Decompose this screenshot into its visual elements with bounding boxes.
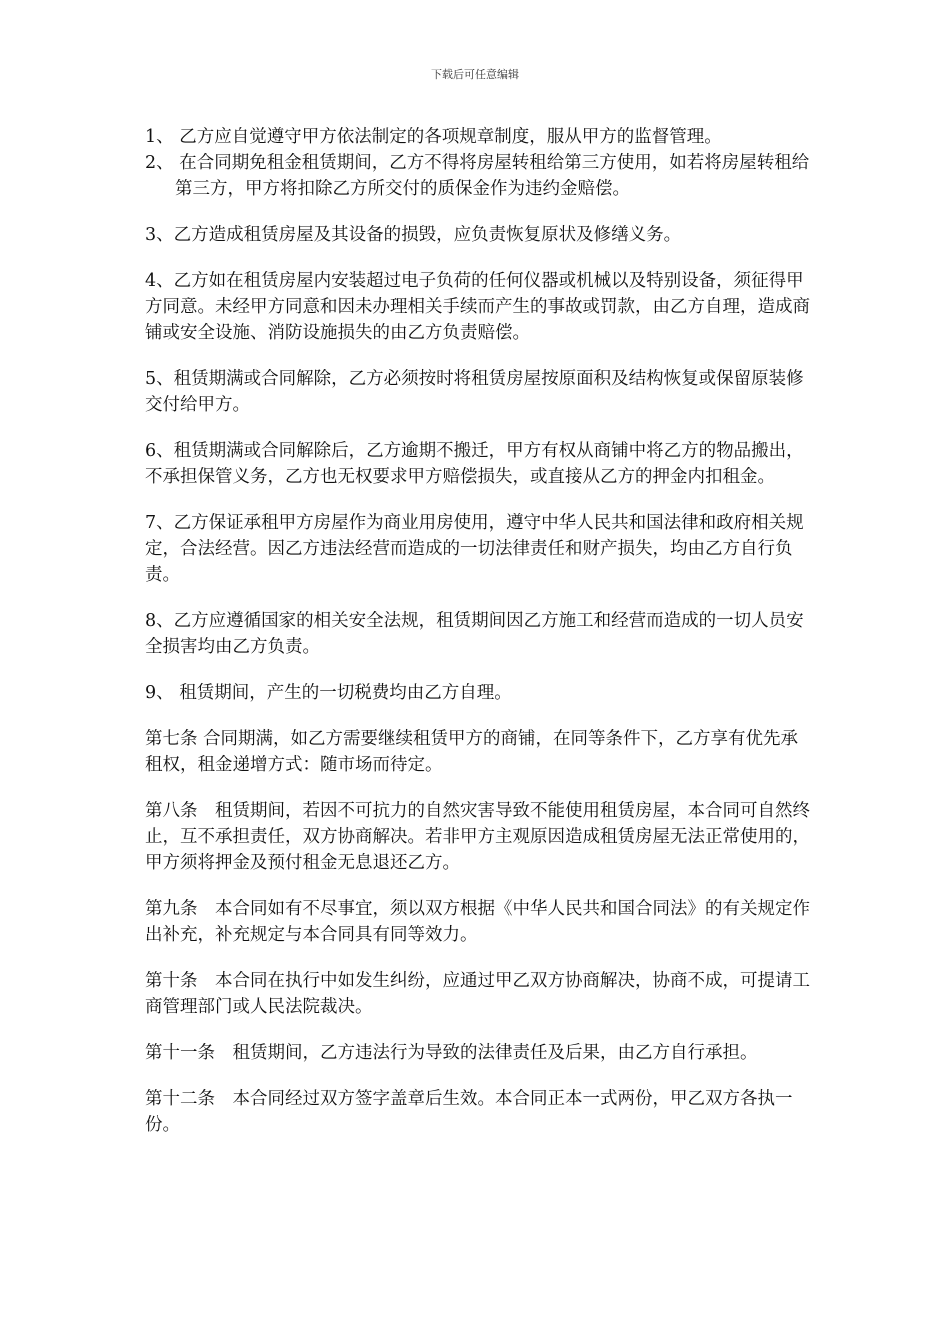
document-body (145, 124, 810, 1158)
clause-9: 9、 租赁期间，产生的一切税费均由乙方自理。 (145, 683, 512, 703)
article-11: 第十一条 租赁期间，乙方违法行为导致的法律责任及后果，由乙方自行承担。 (145, 1043, 758, 1063)
clause-8: 8、乙方应遵循国家的相关安全法规，租赁期间因乙方施工和经营而造成的一切人员安全损害均由乙方负责。 (145, 611, 804, 657)
clause-4: 4、乙方如在租赁房屋内安装超过电子负荷的任何仪器或机械以及特别设备，须征得甲方同意。未经甲方同意和因未办理相关手续而产生的事故或罚款，由乙方自理，造成商铺或安全设施、消防设施损失的由乙方负责赔偿。 (145, 271, 810, 343)
page-header: 下载后可任意编辑 (431, 68, 519, 81)
clause-6: 6、租赁期满或合同解除后，乙方逾期不搬迁，甲方有权从商铺中将乙方的物品搬出，不承担保管义务，乙方也无权要求甲方赔偿损失，或直接从乙方的押金内扣租金。 (145, 441, 804, 487)
clause-2: 2、 在合同期免租金租赁期间，乙方不得将房屋转租给第三方使用，如若将房屋转租给第三方，甲方将扣除乙方所交付的质保金作为违约金赔偿。 (145, 153, 810, 199)
article-8: 第八条 租赁期间，若因不可抗力的自然灾害导致不能使用租赁房屋，本合同可自然终止，互不承担责任，双方协商解决。若非甲方主观原因造成租赁房屋无法正常使用的，甲方须将押金及预付租金无息退还乙方。 (145, 801, 810, 873)
article-9: 第九条 本合同如有不尽事宜，须以双方根据《中华人民共和国合同法》的有关规定作出补充，补充规定与本合同具有同等效力。 (145, 899, 810, 945)
clause-3: 3、乙方造成租赁房屋及其设备的损毁，应负责恢复原状及修缮义务。 (145, 225, 682, 245)
clause-5: 5、租赁期满或合同解除，乙方必须按时将租赁房屋按原面积及结构恢复或保留原装修交付给甲方。 (145, 369, 804, 415)
article-12: 第十二条 本合同经过双方签字盖章后生效。本合同正本一式两份，甲乙双方各执一份。 (145, 1089, 793, 1135)
article-10: 第十条 本合同在执行中如发生纠纷，应通过甲乙双方协商解决，协商不成，可提请工商管理部门或人民法院裁决。 (145, 971, 810, 1017)
article-7: 第七条 合同期满，如乙方需要继续租赁甲方的商铺，在同等条件下，乙方享有优先承租权，租金递增方式：随市场而待定。 (145, 729, 799, 775)
clause-7: 7、乙方保证承租甲方房屋作为商业用房使用，遵守中华人民共和国法律和政府相关规定，合法经营。因乙方违法经营而造成的一切法律责任和财产损失，均由乙方自行负责。 (145, 513, 804, 585)
clause-1: 1、 乙方应自觉遵守甲方依法制定的各项规章制度，服从甲方的监督管理。 (145, 127, 722, 147)
